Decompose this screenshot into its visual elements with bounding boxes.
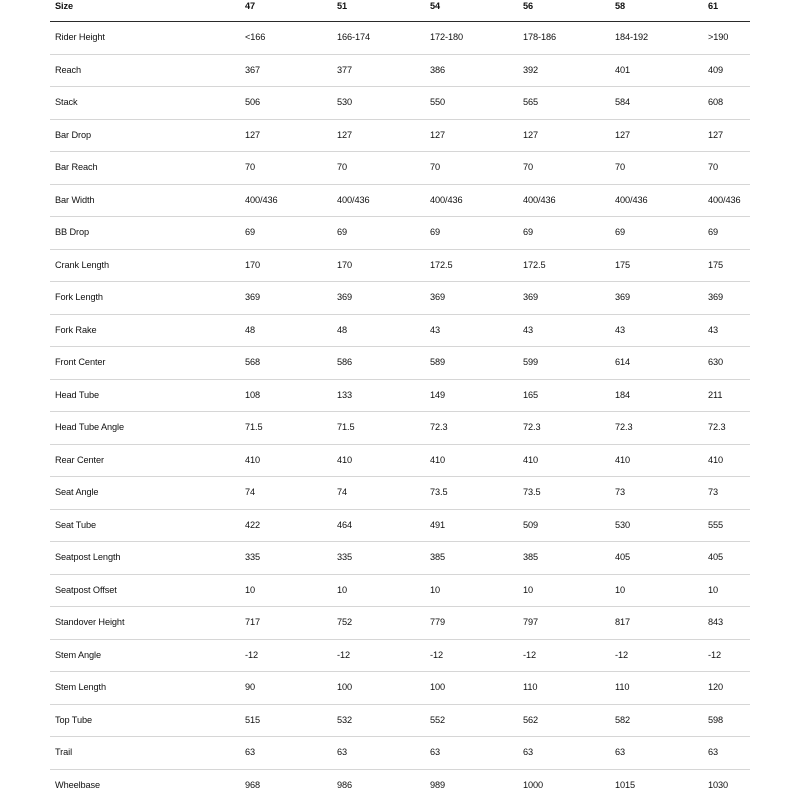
row-label: Top Tube: [50, 716, 245, 725]
table-cell: 127: [337, 131, 352, 140]
header-size-47: 47: [245, 2, 255, 11]
table-cell: 100: [430, 683, 445, 692]
table-cell: 630: [708, 358, 723, 367]
table-cell: 69: [337, 228, 347, 237]
table-cell: 410: [708, 456, 723, 465]
table-cell: 165: [523, 391, 538, 400]
table-cell: 565: [523, 98, 538, 107]
table-cell: 166-174: [337, 33, 370, 42]
row-label: Rider Height: [50, 33, 245, 42]
table-cell: 69: [615, 228, 625, 237]
table-cell: 550: [430, 98, 445, 107]
table-cell: 110: [523, 683, 537, 692]
table-cell: 184: [615, 391, 630, 400]
table-cell: 71.5: [245, 423, 262, 432]
table-cell: 172-180: [430, 33, 463, 42]
table-cell: 491: [430, 521, 445, 530]
row-label: Wheelbase: [50, 781, 245, 790]
row-label: Stem Angle: [50, 651, 245, 660]
table-row: [50, 770, 750, 802]
table-cell: 172.5: [430, 261, 453, 270]
table-cell: 1000: [523, 781, 543, 790]
table-cell: 90: [245, 683, 255, 692]
table-cell: 555: [708, 521, 723, 530]
table-cell: 335: [245, 553, 260, 562]
table-cell: 48: [337, 326, 347, 335]
table-cell: 175: [708, 261, 723, 270]
table-row: [50, 640, 750, 673]
table-cell: -12: [615, 651, 628, 660]
table-cell: 377: [337, 66, 352, 75]
table-cell: 10: [430, 586, 440, 595]
table-cell: 584: [615, 98, 630, 107]
table-cell: 405: [615, 553, 630, 562]
table-body: [50, 22, 750, 802]
table-cell: 410: [337, 456, 352, 465]
table-cell: 552: [430, 716, 445, 725]
table-cell: 1030: [708, 781, 728, 790]
row-label: Fork Rake: [50, 326, 245, 335]
table-cell: 70: [615, 163, 625, 172]
table-cell: 73.5: [430, 488, 447, 497]
table-cell: 70: [245, 163, 255, 172]
table-cell: 10: [245, 586, 255, 595]
table-cell: 405: [708, 553, 723, 562]
row-label: BB Drop: [50, 228, 245, 237]
table-cell: 10: [708, 586, 718, 595]
table-cell: 74: [337, 488, 347, 497]
table-cell: 43: [708, 326, 718, 335]
table-cell: 369: [430, 293, 445, 302]
table-cell: 608: [708, 98, 723, 107]
table-cell: <166: [245, 33, 265, 42]
table-cell: 779: [430, 618, 445, 627]
table-cell: 70: [337, 163, 347, 172]
table-cell: 10: [615, 586, 625, 595]
table-cell: 69: [430, 228, 440, 237]
table-cell: 72.3: [615, 423, 632, 432]
table-cell: 69: [523, 228, 533, 237]
row-label: Stack: [50, 98, 245, 107]
table-cell: 63: [523, 748, 533, 757]
row-label: Seatpost Offset: [50, 586, 245, 595]
row-label: Crank Length: [50, 261, 245, 270]
table-cell: 614: [615, 358, 630, 367]
row-label: Front Center: [50, 358, 245, 367]
table-cell: 72.3: [708, 423, 725, 432]
table-cell: 369: [337, 293, 352, 302]
row-label: Trail: [50, 748, 245, 757]
row-label: Bar Width: [50, 196, 245, 205]
table-cell: 133: [337, 391, 352, 400]
table-row: [50, 315, 750, 348]
table-cell: 48: [245, 326, 255, 335]
table-cell: -12: [430, 651, 443, 660]
table-cell: 986: [337, 781, 352, 790]
table-cell: 392: [523, 66, 538, 75]
table-row: [50, 705, 750, 738]
table-cell: 400/436: [615, 196, 648, 205]
table-cell: 73: [708, 488, 718, 497]
table-cell: 464: [337, 521, 352, 530]
table-cell: -12: [245, 651, 258, 660]
table-cell: 70: [708, 163, 718, 172]
table-cell: 509: [523, 521, 538, 530]
table-row: [50, 55, 750, 88]
table-cell: 369: [708, 293, 723, 302]
table-row: [50, 22, 750, 55]
table-row: [50, 185, 750, 218]
table-cell: 127: [615, 131, 630, 140]
table-cell: -12: [708, 651, 721, 660]
table-cell: 335: [337, 553, 352, 562]
table-cell: 989: [430, 781, 445, 790]
table-cell: 586: [337, 358, 352, 367]
table-row: [50, 575, 750, 608]
table-cell: 63: [708, 748, 718, 757]
table-cell: 43: [615, 326, 625, 335]
table-cell: 73.5: [523, 488, 540, 497]
table-cell: -12: [523, 651, 536, 660]
table-row: [50, 542, 750, 575]
table-row: [50, 250, 750, 283]
header-size-58: 58: [615, 2, 625, 11]
row-label: Head Tube: [50, 391, 245, 400]
table-cell: 400/436: [430, 196, 463, 205]
header-size-51: 51: [337, 2, 347, 11]
table-cell: 184-192: [615, 33, 648, 42]
table-cell: 73: [615, 488, 625, 497]
table-cell: 410: [430, 456, 445, 465]
table-cell: 172.5: [523, 261, 546, 270]
table-cell: 10: [337, 586, 347, 595]
table-cell: -12: [337, 651, 350, 660]
table-cell: 63: [245, 748, 255, 757]
table-cell: 530: [337, 98, 352, 107]
table-cell: 797: [523, 618, 538, 627]
table-cell: 515: [245, 716, 260, 725]
table-cell: 175: [615, 261, 630, 270]
table-header-row: [50, 0, 750, 22]
table-cell: 211: [708, 391, 722, 400]
table-cell: 74: [245, 488, 255, 497]
table-cell: 530: [615, 521, 630, 530]
row-label: Head Tube Angle: [50, 423, 245, 432]
table-row: [50, 152, 750, 185]
table-cell: 752: [337, 618, 352, 627]
table-cell: 589: [430, 358, 445, 367]
table-cell: 127: [245, 131, 260, 140]
table-cell: 70: [523, 163, 533, 172]
table-cell: 72.3: [523, 423, 540, 432]
table-cell: 69: [245, 228, 255, 237]
header-label: Size: [50, 2, 245, 11]
table-row: [50, 282, 750, 315]
table-cell: 170: [245, 261, 260, 270]
table-cell: 410: [245, 456, 260, 465]
table-cell: 400/436: [708, 196, 741, 205]
row-label: Bar Reach: [50, 163, 245, 172]
table-cell: 127: [708, 131, 723, 140]
table-cell: 1015: [615, 781, 635, 790]
table-cell: 43: [430, 326, 440, 335]
table-cell: 506: [245, 98, 260, 107]
table-cell: 120: [708, 683, 723, 692]
row-label: Seat Angle: [50, 488, 245, 497]
table-cell: 410: [615, 456, 630, 465]
table-row: [50, 87, 750, 120]
table-cell: 108: [245, 391, 260, 400]
table-cell: 717: [245, 618, 260, 627]
table-cell: 369: [523, 293, 538, 302]
table-cell: 532: [337, 716, 352, 725]
table-row: [50, 445, 750, 478]
row-label: Rear Center: [50, 456, 245, 465]
table-cell: 817: [615, 618, 630, 627]
table-cell: 110: [615, 683, 629, 692]
table-cell: 385: [430, 553, 445, 562]
row-label: Fork Length: [50, 293, 245, 302]
geometry-table: [50, 0, 750, 802]
table-cell: 410: [523, 456, 538, 465]
table-cell: 127: [430, 131, 445, 140]
table-cell: 63: [430, 748, 440, 757]
table-cell: 843: [708, 618, 723, 627]
table-cell: 100: [337, 683, 352, 692]
table-row: [50, 477, 750, 510]
table-cell: 582: [615, 716, 630, 725]
row-label: Stem Length: [50, 683, 245, 692]
row-label: Bar Drop: [50, 131, 245, 140]
table-cell: 562: [523, 716, 538, 725]
row-label: Reach: [50, 66, 245, 75]
table-cell: 63: [337, 748, 347, 757]
table-cell: 149: [430, 391, 445, 400]
table-cell: 401: [615, 66, 630, 75]
table-cell: 72.3: [430, 423, 447, 432]
row-label: Standover Height: [50, 618, 245, 627]
table-cell: 968: [245, 781, 260, 790]
table-row: [50, 737, 750, 770]
table-cell: 369: [615, 293, 630, 302]
table-cell: 69: [708, 228, 718, 237]
table-row: [50, 217, 750, 250]
table-cell: 367: [245, 66, 260, 75]
table-cell: 599: [523, 358, 538, 367]
header-size-61: 61: [708, 2, 718, 11]
table-row: [50, 672, 750, 705]
table-cell: 400/436: [523, 196, 556, 205]
table-cell: 422: [245, 521, 260, 530]
header-size-54: 54: [430, 2, 440, 11]
table-row: [50, 380, 750, 413]
table-cell: 568: [245, 358, 260, 367]
row-label: Seatpost Length: [50, 553, 245, 562]
table-cell: 386: [430, 66, 445, 75]
table-row: [50, 120, 750, 153]
table-cell: 170: [337, 261, 352, 270]
table-cell: 10: [523, 586, 533, 595]
table-cell: 178-186: [523, 33, 556, 42]
table-cell: 409: [708, 66, 723, 75]
table-cell: 71.5: [337, 423, 354, 432]
table-cell: 369: [245, 293, 260, 302]
table-cell: 400/436: [337, 196, 370, 205]
table-cell: 598: [708, 716, 723, 725]
table-cell: 400/436: [245, 196, 278, 205]
table-cell: 385: [523, 553, 538, 562]
table-cell: 43: [523, 326, 533, 335]
table-row: [50, 510, 750, 543]
table-row: [50, 607, 750, 640]
table-row: [50, 347, 750, 380]
table-cell: 63: [615, 748, 625, 757]
table-cell: >190: [708, 33, 728, 42]
table-row: [50, 412, 750, 445]
row-label: Seat Tube: [50, 521, 245, 530]
table-cell: 70: [430, 163, 440, 172]
header-size-56: 56: [523, 2, 533, 11]
table-cell: 127: [523, 131, 538, 140]
